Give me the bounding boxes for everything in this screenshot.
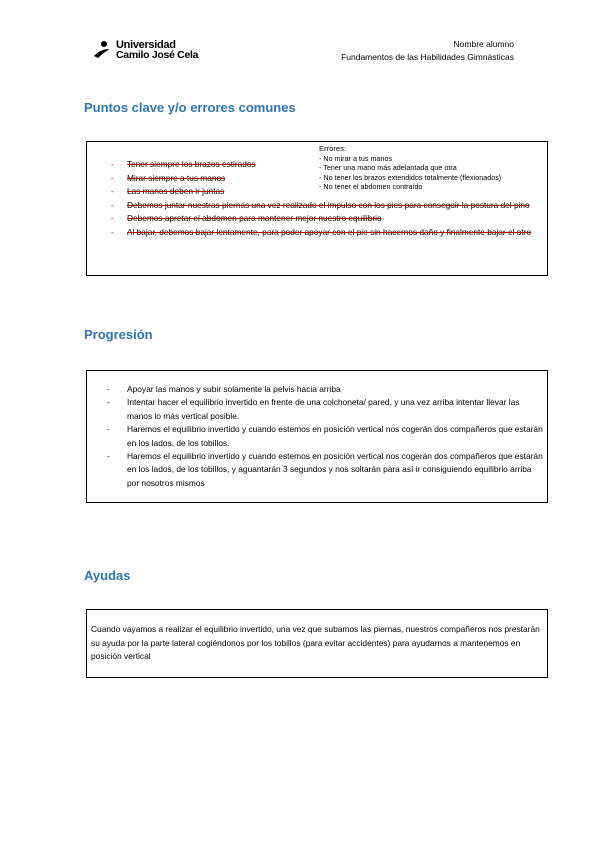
list-item: - Al bajar, debemos bajar lentamente, para poder apoyar con el pie sin hacernos daño y finalmente bajar el otro [111, 226, 532, 237]
progression-box [86, 370, 548, 503]
aids-box [86, 609, 548, 678]
list-item: - Haremos el equilibrio invertido y cuando estemos en posición vertical nos cogerán dos compañeros que estarán en los lados, de los tobillos. [107, 424, 543, 448]
list-item: - Debemos apretar el abdomen para mantener mejor nuestro equilibrio [111, 213, 382, 224]
aids-title: Ayudas [84, 568, 131, 583]
list-item: - Tener siempre los brazos estirados [111, 159, 256, 169]
error-item: - No tener el abdomen contraído [319, 182, 501, 192]
errors-title: Errores: [319, 144, 347, 153]
error-item: - Tener una mano más adelantada que otra [319, 163, 501, 173]
header-info [341, 38, 514, 64]
error-item: - No tener los brazos extendidos totalmente (flexionados) [319, 173, 501, 183]
error-item: - No mirar a tus manos [319, 154, 501, 164]
logo-line2: Camilo José Cela [116, 49, 199, 61]
key-points-box [86, 141, 548, 276]
list-item: - Debemos juntar nuestras piernas una vez realizado el impulso con los pies para conseguir la postura del pino [111, 199, 530, 210]
university-logo [92, 40, 198, 60]
progression-title: Progresión [84, 327, 153, 342]
list-item: - Mirar siempre a tus manos [111, 172, 226, 183]
progression-list [107, 383, 545, 490]
list-item: - Apoyar las manos y subir solamente la pelvis hacia arriba [107, 384, 341, 394]
aids-text: Cuando vayamos a realizar el equilibrio invertido, una vez que subamos las piernas, nuestros compañeros nos prestarán su ayuda por la parte lateral cogiéndonos por los tobillos (para evitar accidentes) para ayudarnos a mantenemos en posición vertical [91, 624, 540, 662]
student-label: Nombre alumno [453, 39, 514, 49]
key-points-title: Puntos clave y/o errores comunes [84, 100, 296, 115]
course-title: Fundamentos de las Habilidades Gimnásticas [341, 52, 514, 62]
logo-line1: Universidad [116, 39, 176, 51]
list-item: - Intentar hacer el equilibrio invertido en frente de una colchoneta/ pared, y una vez arriba intentar llevar las manos lo más vertical posible. [107, 397, 520, 421]
list-item: - Haremos el equilibrio invertido y cuando estemos en posición vertical nos cogerán dos compañeros que estarán en los lados, de los tobillos, y aguantarán 3 segundos y nos soltarán para así ir consiguiendo equilibrio arriba por nosotros mismos [107, 451, 543, 488]
logo-text [116, 40, 198, 60]
list-item: - Las manos deben ir juntas [111, 186, 225, 197]
errors-list [319, 154, 501, 192]
university-logo-icon [92, 40, 112, 60]
errors-note [319, 144, 501, 192]
